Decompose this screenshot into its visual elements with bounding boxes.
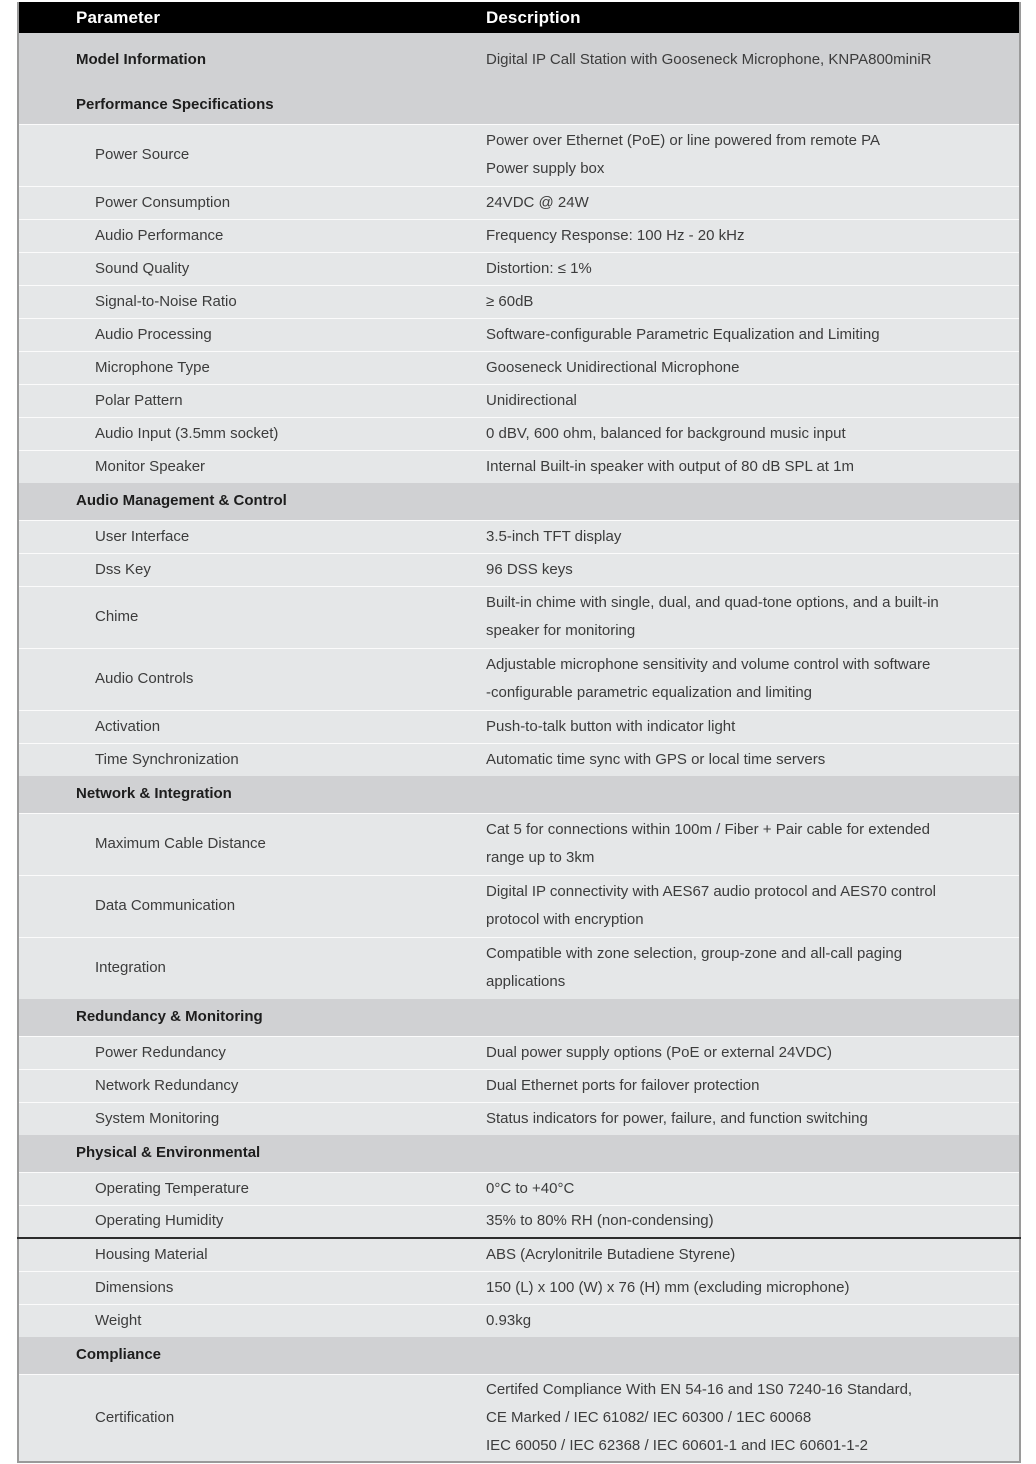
description-line: Cat 5 for connections within 100m / Fiber + Pair cable for extended <box>486 821 930 838</box>
parameter-label: Power Consumption <box>95 193 231 211</box>
parameter-cell <box>18 33 479 87</box>
description-line: 24VDC @ 24W <box>486 193 589 211</box>
parameter-cell <box>18 553 479 586</box>
description-cell <box>479 1337 1020 1374</box>
parameter-cell <box>18 1271 479 1304</box>
parameter-cell <box>18 252 479 285</box>
table-row <box>18 1069 1020 1102</box>
parameter-label: Audio Performance <box>95 226 224 244</box>
table-head <box>18 2 1020 33</box>
description-cell <box>479 999 1020 1036</box>
parameter-label: Dimensions <box>95 1278 174 1296</box>
description-text <box>479 556 1019 584</box>
table-row <box>18 586 1020 648</box>
description-line: applications <box>486 973 566 991</box>
description-text <box>479 255 1019 283</box>
description-line: Digital IP Call Station with Gooseneck Microphone, KNPA800miniR <box>486 51 932 68</box>
parameter-cell <box>18 450 479 483</box>
description-cell <box>479 483 1020 520</box>
table-row-model <box>18 33 1020 87</box>
parameter-cell <box>18 520 479 553</box>
description-text <box>479 1175 1019 1203</box>
description-text <box>479 387 1019 415</box>
description-line: Status indicators for power, failure, and function switching <box>486 1109 868 1127</box>
parameter-cell <box>18 1205 479 1238</box>
parameter-cell <box>18 351 479 384</box>
description-cell <box>479 417 1020 450</box>
description-cell <box>479 186 1020 219</box>
parameter-cell <box>18 648 479 710</box>
description-text <box>479 127 1019 183</box>
description-cell <box>479 1036 1020 1069</box>
description-text <box>479 713 1019 741</box>
description-line: Power supply box <box>486 160 605 177</box>
description-cell <box>479 1374 1020 1462</box>
table-row <box>18 351 1020 384</box>
description-line: Distortion: ≤ 1% <box>486 259 592 277</box>
description-text <box>479 420 1019 448</box>
parameter-cell <box>18 1036 479 1069</box>
column-header-parameter: Parameter <box>18 2 479 33</box>
description-text <box>479 189 1019 217</box>
section-title-cell <box>18 999 479 1036</box>
parameter-label: Activation <box>95 717 161 735</box>
description-cell <box>479 285 1020 318</box>
description-cell <box>479 875 1020 937</box>
description-text <box>479 1307 1019 1335</box>
description-line: ABS (Acrylonitrile Butadiene Styrene) <box>486 1245 736 1263</box>
table-row <box>18 937 1020 999</box>
description-line: Internal Built-in speaker with output of 80 dB SPL at 1m <box>486 457 854 475</box>
parameter-label: Weight <box>95 1311 142 1329</box>
table-section-header-row <box>18 483 1020 520</box>
description-line: speaker for monitoring <box>486 622 636 639</box>
parameter-cell <box>18 937 479 999</box>
parameter-label: Operating Temperature <box>95 1179 249 1197</box>
description-cell <box>479 1069 1020 1102</box>
parameter-label: Model Information <box>76 51 206 68</box>
table-row <box>18 1172 1020 1205</box>
parameter-cell <box>18 875 479 937</box>
table-row <box>18 1271 1020 1304</box>
description-cell <box>479 586 1020 648</box>
parameter-cell <box>18 285 479 318</box>
table-row <box>18 318 1020 351</box>
section-title-cell <box>18 776 479 813</box>
table-section-header-row <box>18 1135 1020 1172</box>
description-line: Push-to-talk button with indicator light <box>486 717 736 735</box>
description-line: Digital IP connectivity with AES67 audio protocol and AES70 control <box>486 883 936 900</box>
parameter-cell <box>18 1172 479 1205</box>
table-body <box>18 33 1020 1462</box>
specification-table <box>17 2 1021 1463</box>
description-text <box>479 453 1019 481</box>
description-text <box>479 878 1019 934</box>
table-row <box>18 285 1020 318</box>
table-section-header-row <box>18 87 1020 124</box>
description-line: 35% to 80% RH (non-condensing) <box>486 1212 714 1230</box>
description-cell <box>479 710 1020 743</box>
description-line: 3.5-inch TFT display <box>486 527 622 545</box>
description-text <box>479 816 1019 872</box>
description-text <box>479 940 1019 996</box>
section-title-label: Compliance <box>76 1346 162 1364</box>
description-cell <box>479 87 1020 124</box>
parameter-label: Microphone Type <box>95 358 210 376</box>
description-line: Gooseneck Unidirectional Microphone <box>486 358 740 376</box>
description-text <box>479 354 1019 382</box>
parameter-label: Monitor Speaker <box>95 457 206 475</box>
parameter-label: Power Redundancy <box>95 1043 226 1061</box>
table-row <box>18 1304 1020 1337</box>
description-line: protocol with encryption <box>486 911 644 928</box>
section-title-label: Network & Integration <box>76 785 232 803</box>
description-cell <box>479 1172 1020 1205</box>
table-row <box>18 743 1020 776</box>
section-title-label: Audio Management & Control <box>76 492 287 510</box>
description-text <box>479 1039 1019 1067</box>
description-cell <box>479 219 1020 252</box>
table-row <box>18 384 1020 417</box>
description-text <box>479 746 1019 774</box>
description-cell <box>479 1135 1020 1172</box>
description-cell <box>479 318 1020 351</box>
parameter-label: Power Source <box>95 146 190 163</box>
parameter-label: Audio Processing <box>95 325 212 343</box>
parameter-label: Certification <box>95 1408 175 1426</box>
description-cell <box>479 743 1020 776</box>
parameter-label: Dss Key <box>95 560 151 578</box>
section-title-cell <box>18 1135 479 1172</box>
parameter-label: Operating Humidity <box>95 1212 224 1230</box>
parameter-label: Time Synchronization <box>95 750 239 768</box>
description-text <box>479 1376 1019 1460</box>
description-cell <box>479 1238 1020 1271</box>
description-line: 0°C to +40°C <box>486 1179 575 1197</box>
description-line: Adjustable microphone sensitivity and volume control with software <box>486 656 931 673</box>
parameter-label: Audio Controls <box>95 670 194 687</box>
parameter-cell <box>18 1374 479 1462</box>
table-row <box>18 186 1020 219</box>
description-line: Unidirectional <box>486 391 577 409</box>
description-line: -configurable parametric equalization and limiting <box>486 684 813 701</box>
parameter-label: User Interface <box>95 527 190 545</box>
description-cell <box>479 252 1020 285</box>
description-line: Compatible with zone selection, group-zone and all-call paging <box>486 945 903 963</box>
table-row <box>18 1102 1020 1135</box>
description-text <box>479 222 1019 250</box>
description-text <box>479 523 1019 551</box>
description-cell <box>479 450 1020 483</box>
parameter-label: Maximum Cable Distance <box>95 835 266 852</box>
parameter-cell <box>18 186 479 219</box>
parameter-label: Sound Quality <box>95 259 190 277</box>
parameter-cell <box>18 219 479 252</box>
description-cell <box>479 648 1020 710</box>
table-row <box>18 1238 1020 1271</box>
description-text <box>479 651 1019 707</box>
table-row <box>18 710 1020 743</box>
parameter-cell <box>18 1238 479 1271</box>
description-text <box>479 1207 1019 1235</box>
description-cell <box>479 776 1020 813</box>
description-cell <box>479 1271 1020 1304</box>
description-text <box>479 589 1019 645</box>
description-cell <box>479 1304 1020 1337</box>
parameter-label: Chime <box>95 608 139 625</box>
parameter-label: Housing Material <box>95 1245 208 1263</box>
description-cell <box>479 1102 1020 1135</box>
table-row <box>18 1205 1020 1238</box>
description-cell <box>479 384 1020 417</box>
section-title-label: Physical & Environmental <box>76 1144 261 1162</box>
table-section-header-row <box>18 999 1020 1036</box>
section-title-cell <box>18 87 479 124</box>
parameter-cell <box>18 813 479 875</box>
parameter-cell <box>18 318 479 351</box>
table-row <box>18 875 1020 937</box>
parameter-cell <box>18 1304 479 1337</box>
description-line: ≥ 60dB <box>486 292 534 310</box>
description-line: CE Marked / IEC 61082/ IEC 60300 / 1EC 60068 <box>486 1408 812 1426</box>
description-text <box>479 321 1019 349</box>
parameter-cell <box>18 384 479 417</box>
parameter-label: Network Redundancy <box>95 1076 239 1094</box>
table-header-row <box>18 2 1020 33</box>
parameter-cell <box>18 1069 479 1102</box>
description-cell <box>479 1205 1020 1238</box>
parameter-cell <box>18 1102 479 1135</box>
parameter-label: Signal-to-Noise Ratio <box>95 292 237 310</box>
description-line: 0 dBV, 600 ohm, balanced for background music input <box>486 424 846 442</box>
section-title-label: Performance Specifications <box>76 96 274 114</box>
parameter-cell <box>18 124 479 186</box>
description-line: Power over Ethernet (PoE) or line powered from remote PA <box>486 132 881 149</box>
table-row <box>18 450 1020 483</box>
description-line: Software-configurable Parametric Equalization and Limiting <box>486 325 880 343</box>
table-row <box>18 417 1020 450</box>
description-line: 150 (L) x 100 (W) x 76 (H) mm (excluding microphone) <box>486 1278 850 1296</box>
description-line: Dual Ethernet ports for failover protection <box>486 1076 760 1094</box>
table-row <box>18 219 1020 252</box>
description-text <box>479 46 1019 74</box>
description-cell <box>479 351 1020 384</box>
parameter-cell <box>18 743 479 776</box>
parameter-label: Audio Input (3.5mm socket) <box>95 424 279 442</box>
description-cell <box>479 33 1020 87</box>
table-row <box>18 1374 1020 1462</box>
parameter-label: System Monitoring <box>95 1109 220 1127</box>
parameter-cell <box>18 586 479 648</box>
description-cell <box>479 553 1020 586</box>
description-line: 0.93kg <box>486 1311 532 1329</box>
description-text <box>479 288 1019 316</box>
description-line: Certifed Compliance With EN 54-16 and 1S0 7240-16 Standard, <box>486 1380 913 1398</box>
table-row <box>18 252 1020 285</box>
parameter-cell <box>18 710 479 743</box>
parameter-label: Polar Pattern <box>95 391 183 409</box>
description-line: IEC 60050 / IEC 62368 / IEC 60601-1 and IEC 60601-1-2 <box>486 1436 868 1454</box>
table-section-header-row <box>18 1337 1020 1374</box>
table-row <box>18 520 1020 553</box>
table-section-header-row <box>18 776 1020 813</box>
table-row <box>18 813 1020 875</box>
description-line: Automatic time sync with GPS or local time servers <box>486 750 826 768</box>
description-line: Built-in chime with single, dual, and quad-tone options, and a built-in <box>486 594 939 611</box>
description-text <box>479 1274 1019 1302</box>
description-line: 96 DSS keys <box>486 560 573 578</box>
description-text <box>479 1241 1019 1269</box>
section-title-label: Redundancy & Monitoring <box>76 1008 263 1026</box>
section-title-cell <box>18 1337 479 1374</box>
description-line: Frequency Response: 100 Hz - 20 kHz <box>486 226 745 244</box>
description-cell <box>479 124 1020 186</box>
parameter-label: Integration <box>95 959 166 977</box>
table-row <box>18 124 1020 186</box>
description-text <box>479 1105 1019 1133</box>
parameter-cell <box>18 417 479 450</box>
table-row <box>18 553 1020 586</box>
description-line: range up to 3km <box>486 849 595 866</box>
column-header-description: Description <box>479 2 1020 33</box>
table-row <box>18 1036 1020 1069</box>
description-cell <box>479 937 1020 999</box>
section-title-cell <box>18 483 479 520</box>
description-text <box>479 1072 1019 1100</box>
description-line: Dual power supply options (PoE or external 24VDC) <box>486 1043 833 1061</box>
description-cell <box>479 813 1020 875</box>
description-cell <box>479 520 1020 553</box>
table-row <box>18 648 1020 710</box>
parameter-label: Data Communication <box>95 897 236 914</box>
